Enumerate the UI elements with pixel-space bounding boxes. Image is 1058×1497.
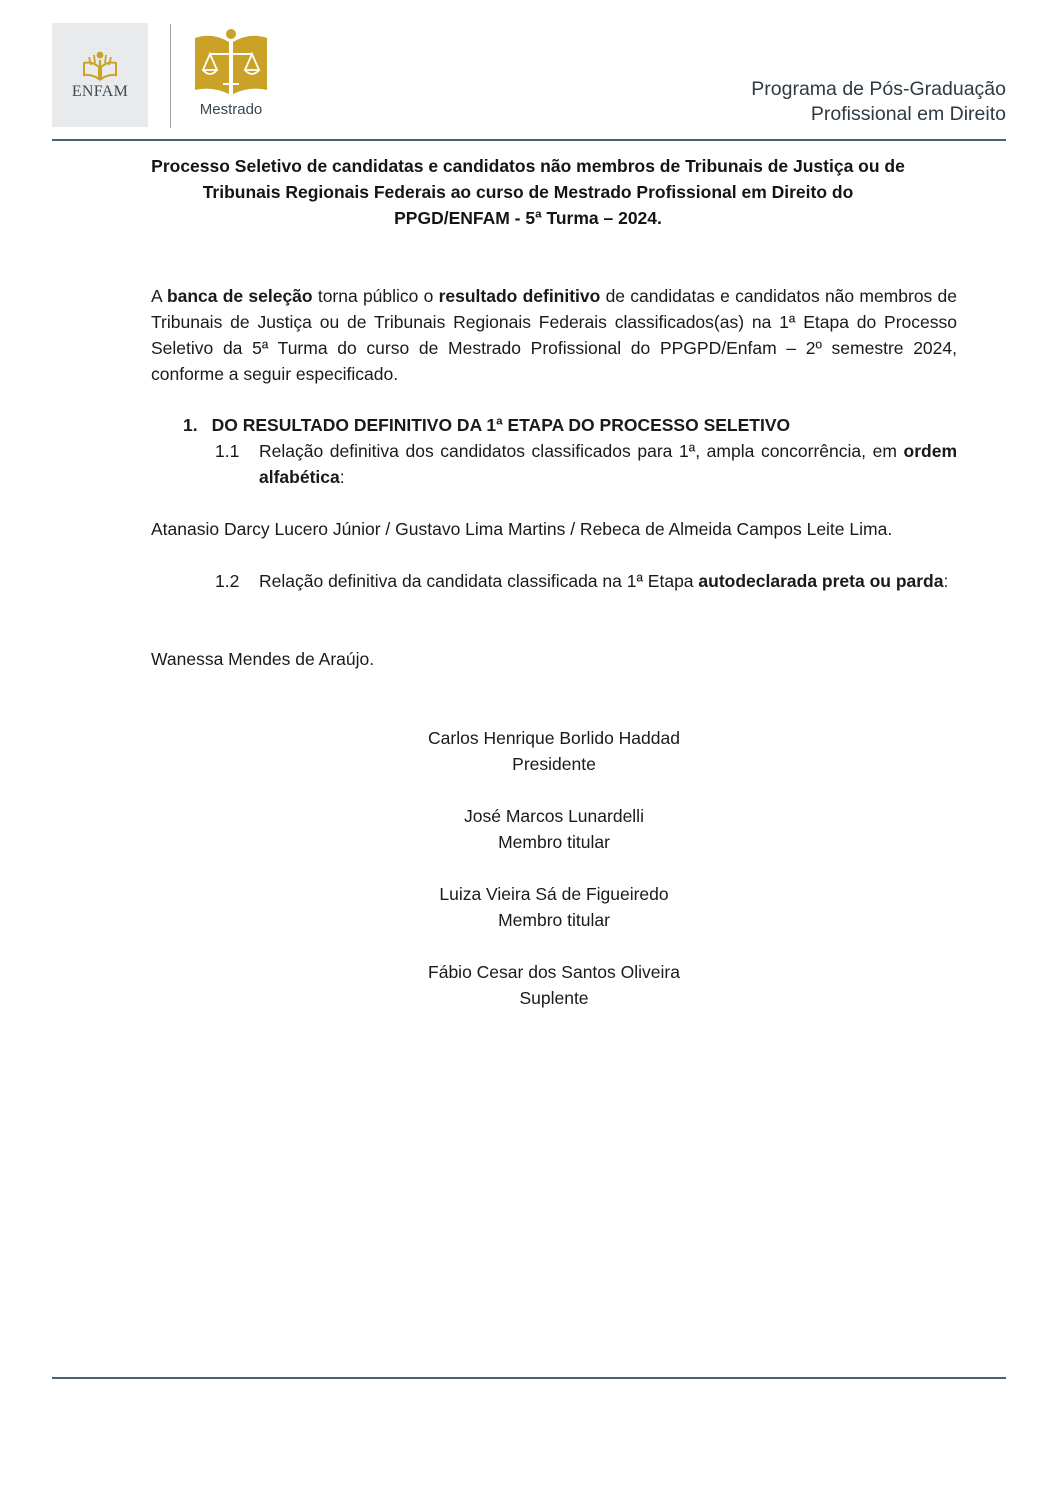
- intro-text-1: A: [151, 286, 167, 306]
- intro-bold-1: banca de seleção: [166, 286, 313, 306]
- program-name: [751, 77, 1006, 127]
- section-1-heading: [183, 412, 790, 438]
- subsection-1-1-tail: :: [339, 467, 345, 487]
- intro-text-3: de candidatas e candidatos não membros de Tribunais de Justiça ou de Tribunais Regionais Federais classificados(as) na 1ª Etapa do Processo Seletivo da 5ª Turma do curso de Mestrado Profissional do PPGPD/Enfam – 2º semestre 2024, conforme a seguir especificado.: [151, 286, 957, 384]
- candidate-list-1: Atanasio Darcy Lucero Júnior / Gustavo Lima Martins / Rebeca de Almeida Campos Leite Lima.: [151, 519, 893, 539]
- signature-role: Presidente: [512, 754, 596, 774]
- signature-role: Membro titular: [498, 832, 610, 852]
- subsection-1-1-body: Relação definitiva dos candidatos classificados para 1ª, ampla concorrência, em: [259, 441, 904, 461]
- subsection-1-1-text: [259, 438, 957, 490]
- section-1-number: 1.: [183, 415, 198, 435]
- subsection-1-2-number: 1.2: [215, 571, 240, 591]
- subsection-1-2-text: [259, 568, 957, 594]
- signature-name: José Marcos Lunardelli: [464, 806, 644, 826]
- signature-block: [379, 803, 729, 855]
- signature-block: [379, 725, 729, 777]
- signature-name: Fábio Cesar dos Santos Oliveira: [428, 962, 680, 982]
- intro-text-2: torna público o: [312, 286, 439, 306]
- section-1-title: DO RESULTADO DEFINITIVO DA 1ª ETAPA DO PROCESSO SELETIVO: [211, 415, 791, 435]
- mestrado-label: Mestrado: [199, 101, 263, 118]
- title-line-2: Tribunais Regionais Federais ao curso de Mestrado Profissional em Direito do: [202, 182, 854, 202]
- subsection-1-1-bold: ordem alfabética: [259, 441, 957, 487]
- signature-role: Suplente: [519, 988, 589, 1008]
- signature-name: Carlos Henrique Borlido Haddad: [428, 728, 680, 748]
- signature-role: Membro titular: [498, 910, 610, 930]
- intro-paragraph: [151, 283, 957, 387]
- signature-block: [379, 881, 729, 933]
- subsection-1-2-tail: :: [943, 571, 949, 591]
- enfam-emblem-icon: [80, 49, 120, 83]
- header-rule: [52, 139, 1006, 141]
- intro-bold-2: resultado definitivo: [438, 286, 601, 306]
- subsection-1-2-body: Relação definitiva da candidata classificada na 1ª Etapa: [259, 571, 699, 591]
- footer-rule: [52, 1377, 1006, 1379]
- header-divider: [170, 24, 171, 128]
- enfam-logo: [52, 23, 148, 127]
- title-line-1: Processo Seletivo de candidatas e candidatos não membros de Tribunais de Justiça ou de: [151, 156, 905, 176]
- mestrado-scales-icon: [192, 28, 270, 98]
- candidate-list-2: Wanessa Mendes de Araújo.: [151, 649, 375, 669]
- program-line-2: Profissional em Direito: [810, 103, 1006, 125]
- document-title: [140, 153, 916, 231]
- program-line-1: Programa de Pós-Graduação: [751, 78, 1006, 100]
- subsection-1-2-bold: autodeclarada preta ou parda: [698, 571, 944, 591]
- enfam-logo-text: ENFAM: [71, 83, 129, 100]
- title-line-3: PPGD/ENFAM - 5ª Turma – 2024.: [394, 208, 662, 228]
- signature-name: Luiza Vieira Sá de Figueiredo: [439, 884, 669, 904]
- subsection-1-1-number: 1.1: [215, 441, 240, 461]
- signature-block: [379, 959, 729, 1011]
